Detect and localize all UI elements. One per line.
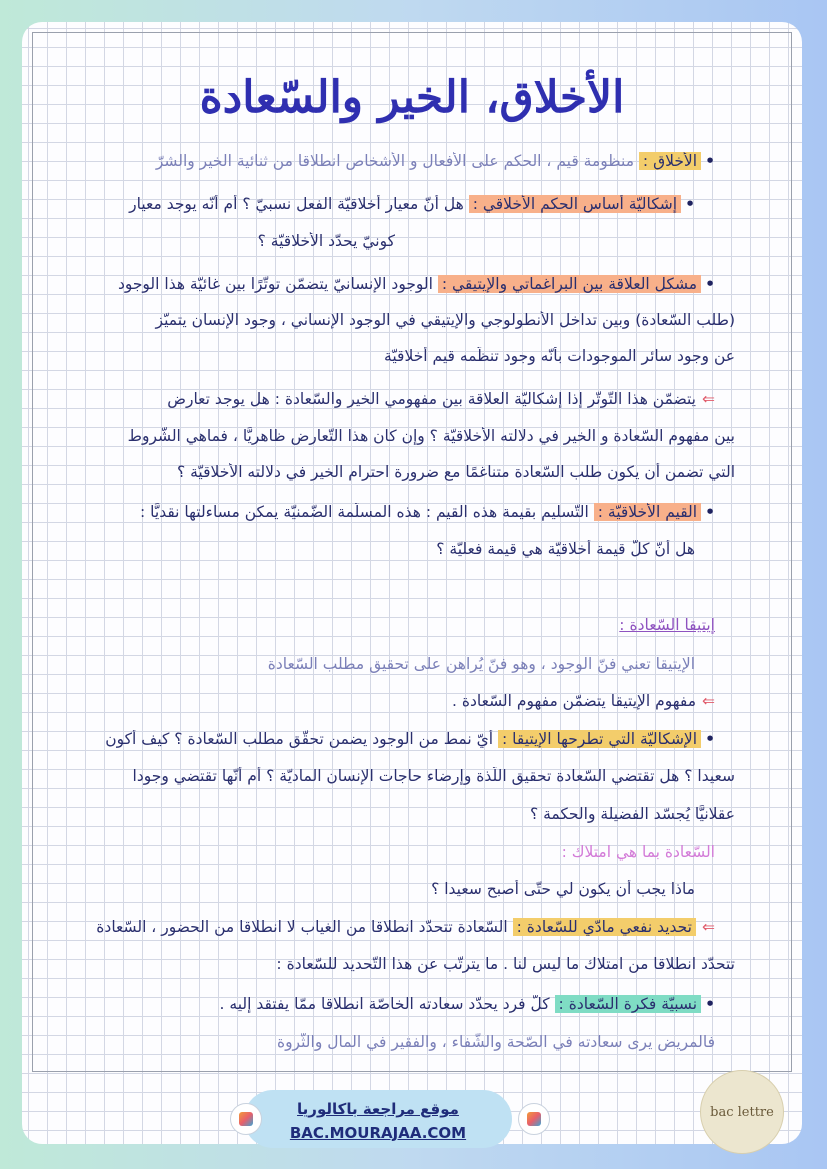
- line-text: كلّ فرد يحدّد سعادته الخاصّة انطلاقا ممّا يفتقد إليه .: [219, 995, 555, 1013]
- line-3: [95, 232, 395, 250]
- term-qiyam: القيم الأخلاقيّة :: [594, 503, 701, 521]
- footer-site-name[interactable]: موقع مراجعة باكالوريا: [297, 1100, 459, 1118]
- notebook-sheet: [22, 22, 802, 1144]
- line-text: مفهوم الإيتيقا يتضمّن مفهوم السّعادة .: [452, 692, 696, 710]
- term-hukm: إشكاليّة أساس الحكم الأخلاقي :: [469, 195, 681, 213]
- bullet: •: [705, 730, 715, 748]
- line-12: [315, 616, 715, 634]
- site-logo-icon: [518, 1103, 550, 1135]
- line-text: التّسليم بقيمة هذه القيم : هذه المسلّمة الضّمنيّة يمكن مساءلتها نقديًّا :: [140, 503, 594, 521]
- line-14: [75, 692, 715, 710]
- line-15: [75, 730, 715, 748]
- line-8: [75, 427, 735, 445]
- site-logo-icon: [230, 1103, 262, 1135]
- line-text: عن وجود سائر الموجودات بأنّه وجود تنظّمه قيم أخلاقيّة: [384, 347, 735, 365]
- line-text: السّعادة تتحدّد انطلاقا من الغياب لا انطلاقا من الحضور ، السّعادة: [96, 918, 513, 936]
- line-1: [75, 152, 715, 170]
- term-nisbiya: نسبيّة فكرة السّعادة :: [555, 995, 702, 1013]
- line-4: [75, 275, 715, 293]
- subheading-possession: السّعادة بما هي امتلاك :: [561, 843, 715, 861]
- line-text: يتضمّن هذا التّوتّر إذا إشكاليّة العلاقة بين مفهومي الخير والسّعادة : هل يوجد تعارض: [167, 390, 696, 408]
- bullet: •: [705, 275, 715, 293]
- line-18: [315, 843, 715, 861]
- line-17: [75, 805, 735, 823]
- bullet: •: [685, 195, 695, 213]
- line-19: [195, 880, 695, 898]
- line-11: [295, 540, 695, 558]
- term-akhlaq: الأخلاق :: [639, 152, 701, 170]
- line-13: [75, 655, 695, 673]
- line-text: هل أنّ كلّ قيمة أخلاقيّة هي قيمة فعليّة ؟: [436, 540, 695, 558]
- line-5: [75, 311, 735, 329]
- arrow-icon: ⇐: [702, 692, 715, 710]
- line-text: سعيدا ؟ هل تقتضي السّعادة تحقيق اللّذة وإرضاء حاجات الإنسان الماديّة ؟ أم أنّها تقتضي وجودا: [132, 767, 735, 785]
- line-text: ماذا يجب أن يكون لي حتّى أصبح سعيدا ؟: [431, 880, 695, 898]
- line-16: [75, 767, 735, 785]
- arrow-icon: ⇐: [702, 390, 715, 408]
- footer-url-link[interactable]: BAC.MOURAJAA.COM: [289, 1124, 467, 1142]
- line-text: فالمريض يرى سعادته في الصّحة والشّفاء ، والفقير في المال والثّروة: [276, 1033, 715, 1051]
- line-21: [75, 955, 735, 973]
- line-7: [75, 390, 715, 408]
- line-text: عقلانيًّا يُجسّد الفضيلة والحكمة ؟: [529, 805, 735, 823]
- bac-lettre-badge: bac lettre: [700, 1070, 784, 1154]
- line-23: [75, 1033, 715, 1051]
- line-10: [75, 503, 715, 521]
- line-text: الإيتيقا تعني فنّ الوجود ، وهو فنّ يُراهن على تحقيق مطلب السّعادة: [267, 655, 695, 673]
- line-2: [75, 195, 695, 213]
- line-20: [75, 918, 715, 936]
- term-tahdid: تحديد نفعي مادّي للسّعادة :: [513, 918, 696, 936]
- line-text: تتحدّد انطلاقا من امتلاك ما ليس لنا . ما يترتّب عن هذا التّحديد للسّعادة :: [276, 955, 735, 973]
- line-text: الوجود الإنسانيّ يتضمّن توتّرًا بين غائيّة هذا الوجود: [117, 275, 438, 293]
- page-title: الأخلاق، الخير والسّعادة: [199, 72, 625, 123]
- line-text: كونيّ يحدّد الأخلاقيّة ؟: [257, 232, 395, 250]
- line-6: [75, 347, 735, 365]
- line-22: [75, 995, 715, 1013]
- term-ishkaliya: الإشكاليّة التي تطرحها الإيتيقا :: [498, 730, 701, 748]
- subheading-ethics: إيتيقا السّعادة :: [619, 616, 715, 634]
- term-pragmatic: مشكل العلاقة بين البراغماتي والإيتيقي :: [438, 275, 701, 293]
- bullet: •: [705, 995, 715, 1013]
- bullet: •: [705, 503, 715, 521]
- line-text: بين مفهوم السّعادة و الخير في دلالته الأخلاقيّة ؟ وإن كان هذا التّعارض ظاهريًّا ، فماهي الشّروط: [127, 427, 735, 445]
- line-text: منظومة قيم ، الحكم على الأفعال و الأشخاص انطلاقا من ثنائية الخير والشرّ: [155, 152, 639, 170]
- arrow-icon: ⇐: [702, 918, 715, 936]
- line-text: هل أنّ معيار أخلاقيّة الفعل نسبيّ ؟ أم أنّه يوجد معيار: [129, 195, 469, 213]
- line-text: أيّ نمط من الوجود يضمن تحقّق مطلب السّعادة ؟ كيف أكون: [105, 730, 498, 748]
- line-text: التي تضمن أن يكون طلب السّعادة متناغمًا مع ضرورة احترام الخير في دلالته الأخلاقيّة ؟: [176, 463, 735, 481]
- line-9: [75, 463, 735, 481]
- bullet: •: [705, 152, 715, 170]
- line-text: (طلب السّعادة) وبين تداخل الأنطولوجي والإيتيقي في الوجود الإنساني ، وجود الإنسان يتميّز: [155, 311, 735, 329]
